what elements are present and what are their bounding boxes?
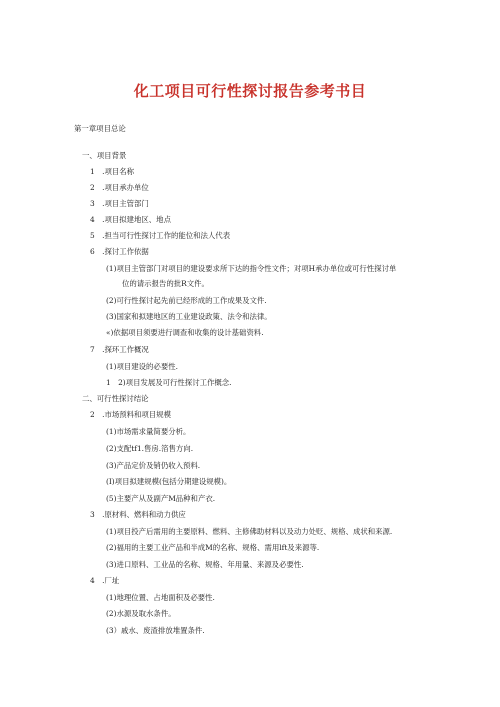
list-item: 7 .探环工作概况 bbox=[90, 345, 149, 354]
section-heading: 二、可行性探讨结论 bbox=[82, 394, 149, 403]
list-subitem-continuation: 位的请示报告的批R文件。 bbox=[122, 279, 209, 288]
document-title: 化工项目可行性探讨报告参考书目 bbox=[133, 82, 367, 100]
list-subitem: (2)福用的主要工业产品和半成M的名称、规格、需用lft及来源等. bbox=[106, 543, 320, 552]
list-subitem: 1 2)项目发展及可行性探讨工作概念. bbox=[106, 378, 232, 387]
chapter-heading: 第一章项目总论 bbox=[74, 124, 126, 133]
list-subitem: (1)项目投产后需用的主要原料、燃料、主修佛助材料以及动力处贬、规格、成状和来源. bbox=[106, 527, 393, 536]
list-subitem: (1)项目建设的必要性. bbox=[106, 362, 178, 371]
list-subitem: (3)进口原料、工业品的名称、规格、年用量、来源及必要性. bbox=[106, 560, 304, 569]
list-subitem: (3)国家和拟建地区的工业建设政策、法令和法律。 bbox=[106, 312, 272, 321]
list-subitem: (I)项目拟建规模(包括分期建设规模)。 bbox=[106, 477, 232, 486]
list-item: 4 .厂址 bbox=[90, 576, 120, 585]
list-subitem: (1)地理位置、占地面积及必要性. bbox=[106, 593, 215, 602]
list-subitem: (5)主要产从及副产M品种和产衣. bbox=[106, 494, 216, 503]
list-subitem: (2)支配tf1.售房.箔售方向. bbox=[106, 444, 194, 453]
list-subitem: «)依据项目须要进行调查和收集的设计基础资料. bbox=[106, 328, 264, 337]
list-item: 1 .项目名称 bbox=[90, 167, 135, 176]
list-subitem: (2)水源及取水条件。 bbox=[106, 609, 176, 618]
list-subitem: (1)项目主管部门对项目的建设要求所下达的指令性文件；对项H承办单位或可行性探讨单 bbox=[106, 264, 397, 273]
list-item: 4 .项目拟建地区、地点 bbox=[90, 215, 171, 224]
list-item: 3 .原材料、燃料和动力供应 bbox=[90, 510, 186, 519]
list-item: 2 .项目承办单位 bbox=[90, 183, 149, 192]
list-item: 5 .担当可行性探讨工作的能位和法人代表 bbox=[90, 231, 231, 240]
list-item: 6 .探讨工作依据 bbox=[90, 247, 149, 256]
list-subitem: (3）戚水、废渣排放堆置条件. bbox=[106, 626, 205, 635]
list-subitem: (3)产品定价及销仍收入预料. bbox=[106, 461, 201, 470]
list-subitem: (2)可行性探讨起先前已经形成的工作成果及文件. bbox=[106, 296, 267, 305]
list-item: 3 .项目主管部门 bbox=[90, 199, 149, 208]
section-heading: 一、项目背景 bbox=[82, 151, 127, 160]
list-subitem: (1)市场需求量简要分析。 bbox=[106, 427, 191, 436]
list-item: 2 .市场预料和项目规模 bbox=[90, 410, 171, 419]
